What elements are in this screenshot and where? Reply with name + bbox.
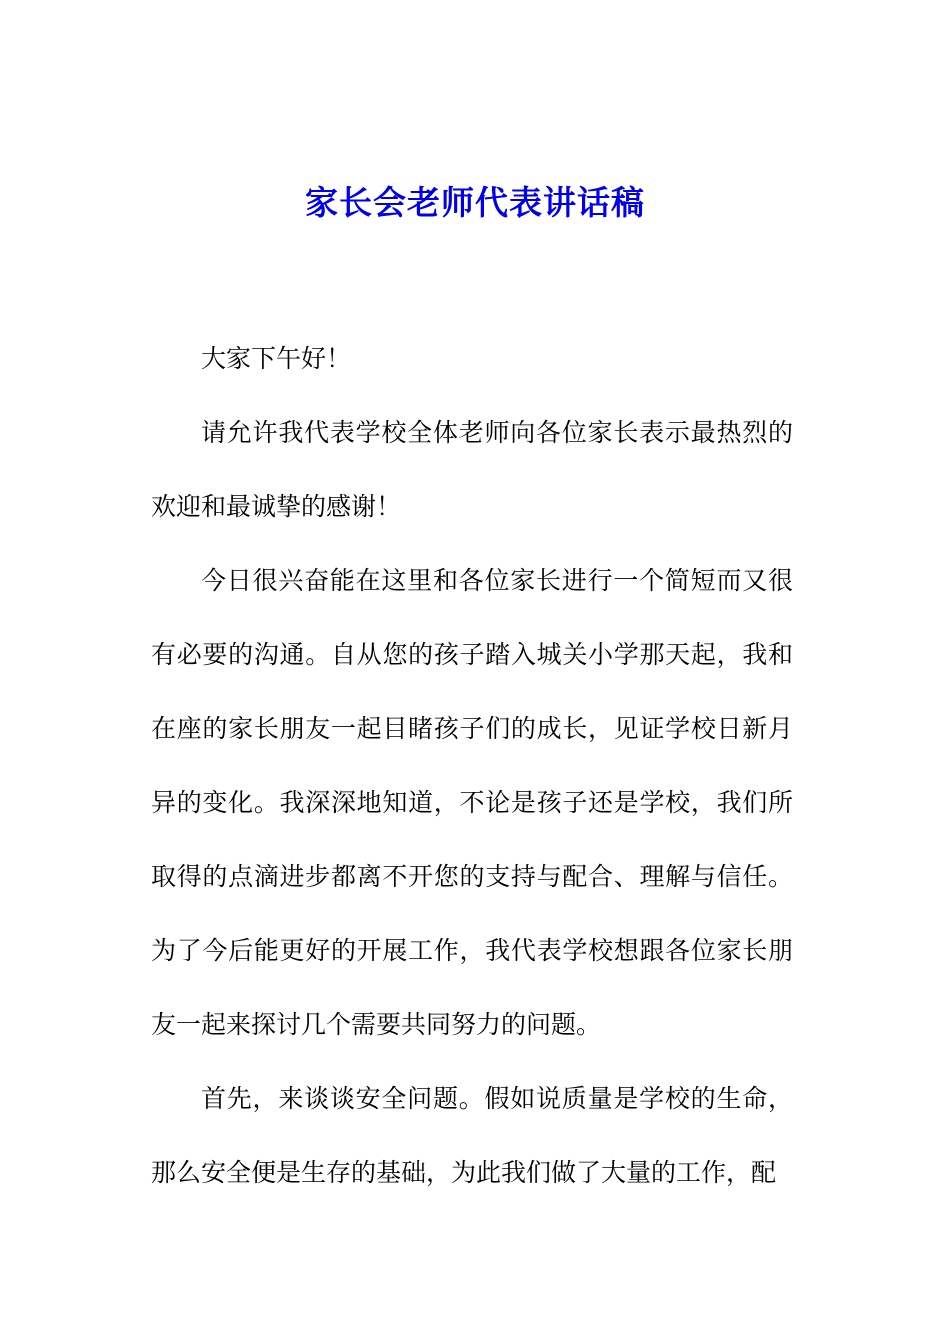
- document-title: 家长会老师代表讲话稿: [305, 183, 645, 222]
- paragraph-safety: 首先，来谈谈安全问题。假如说质量是学校的生命，那么安全便是生存的基础，为此我们做了大量的工作，配: [151, 1084, 793, 1187]
- paragraph-greeting: 大家下午好！: [201, 344, 352, 373]
- paragraph-introduction: 今日很兴奋能在这里和各位家长进行一个简短而又很有必要的沟通。自从您的孩子踏入城关小学那天起，我和在座的家长朋友一起目睹孩子们的成长，见证学校日新月异的变化。我深深地知道，不论是孩子还是学校，我们所取得的点滴进步都离不开您的支持与配合、理解与信任。为了今后能更好的开展工作，我代表学校想跟各位家长朋友一起来探讨几个需要共同努力的问题。: [151, 566, 793, 1039]
- document-body: [151, 322, 793, 1210]
- paragraph-welcome: 请允许我代表学校全体老师向各位家长表示最热烈的欢迎和最诚挚的感谢！: [151, 418, 793, 521]
